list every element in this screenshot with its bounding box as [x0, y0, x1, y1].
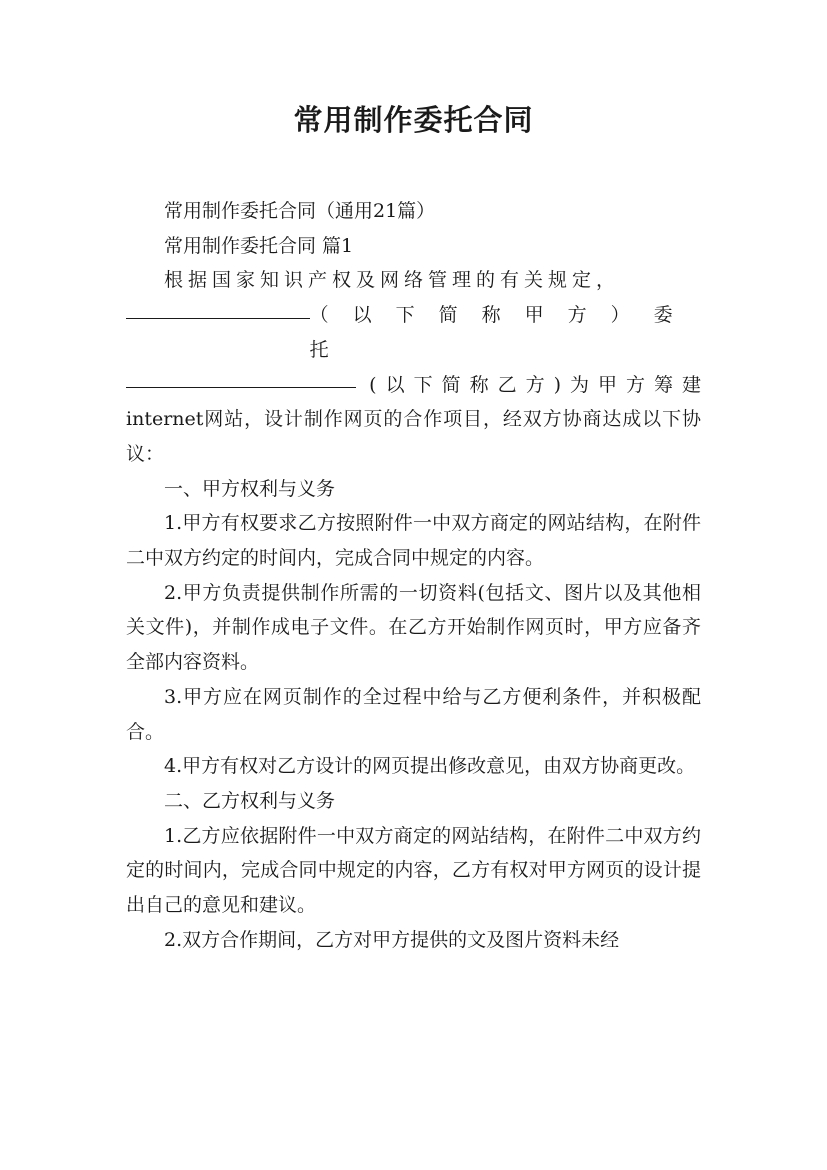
part2-heading: 二、乙方权利与义务	[164, 789, 336, 812]
intro-line-2-text: （以下简称甲方）委托	[309, 304, 697, 361]
intro-line-2	[126, 298, 701, 367]
section-heading: 常用制作委托合同 篇1	[164, 234, 354, 257]
part1-item: 4.甲方有权对乙方设计的网页提出修改意见，由双方协商更改。	[164, 755, 696, 778]
intro-line-3	[126, 368, 710, 403]
intro-line-1: 根据国家知识产权及网络管理的有关规定，	[164, 269, 621, 292]
document-body	[126, 194, 710, 957]
part1-item: 1.甲方有权要求乙方按照附件一中双方商定的网站结构，在附件二中双方约定的时间内，完成合同中规定的内容。	[126, 512, 701, 570]
part1-heading: 一、甲方权利与义务	[164, 477, 336, 500]
part2-item: 2.双方合作期间，乙方对甲方提供的文及图片资料未经	[164, 928, 620, 951]
part1-item: 3.甲方应在网页制作的全过程中给与乙方便利条件，并积极配合。	[126, 685, 701, 743]
intro-line-3-text: (以下简称乙方)为甲方筹建	[369, 373, 710, 396]
party-a-blank	[126, 298, 310, 319]
party-b-blank	[126, 368, 356, 389]
part1-item: 2.甲方负责提供制作所需的一切资料(包括文、图片以及其他相关文件)，并制作成电子文件。在乙方开始制作网页时，甲方应备齐全部内容资料。	[126, 581, 701, 674]
intro-rest: internet网站，设计制作网页的合作项目，经双方协商达成以下协议：	[126, 408, 701, 465]
subtitle: 常用制作委托合同（通用21篇）	[164, 200, 436, 222]
part2-item: 1.乙方应依据附件一中双方商定的网站结构，在附件二中双方约定的时间内，完成合同中规定的内容，乙方有权对甲方网页的设计提出自己的意见和建议。	[126, 824, 701, 917]
document-title: 常用制作委托合同	[293, 103, 534, 137]
